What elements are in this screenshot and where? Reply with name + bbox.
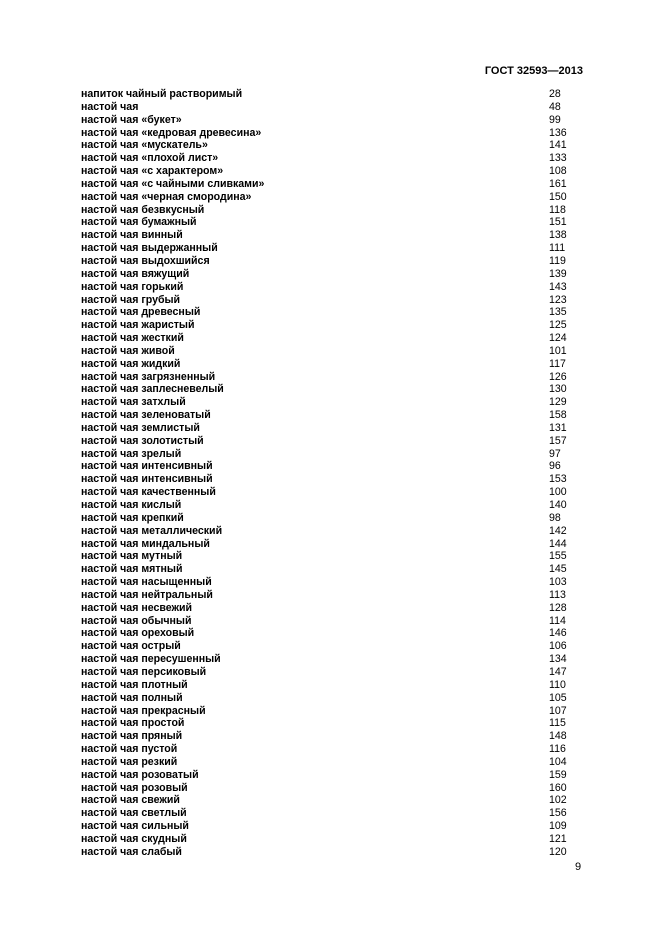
index-page-ref: 123 xyxy=(549,293,567,306)
index-term: настой чая жесткий xyxy=(81,332,184,345)
index-page-ref: 161 xyxy=(549,177,567,190)
index-page-ref: 130 xyxy=(549,383,567,396)
index-term: настой чая розоватый xyxy=(81,768,199,781)
index-entry xyxy=(81,692,581,705)
index-term: настой чая пересушенный xyxy=(81,653,221,666)
index-page-ref: 143 xyxy=(549,280,567,293)
index-page-ref: 111 xyxy=(549,242,566,255)
index-page-ref: 109 xyxy=(549,820,567,833)
index-term: настой чая пустой xyxy=(81,743,178,756)
index-entry xyxy=(81,525,581,538)
index-page-ref: 126 xyxy=(549,370,567,383)
index-entry xyxy=(81,345,581,358)
index-page-ref: 139 xyxy=(549,267,567,280)
index-entry xyxy=(81,178,581,191)
index-term: настой чая горький xyxy=(81,280,184,293)
index-entry xyxy=(81,191,581,204)
index-entry xyxy=(81,268,581,281)
index-term: настой чая полный xyxy=(81,691,183,704)
index-entry xyxy=(81,306,581,319)
index-entry xyxy=(81,127,581,140)
index-term: настой чая резкий xyxy=(81,755,178,768)
index-entry xyxy=(81,782,581,795)
index-entry xyxy=(81,550,581,563)
index-entry xyxy=(81,281,581,294)
index-entry xyxy=(81,229,581,242)
index-term: настой чая насыщенный xyxy=(81,576,212,589)
index-page-ref: 147 xyxy=(549,665,567,678)
index-entry xyxy=(81,769,581,782)
index-page-ref: 153 xyxy=(549,473,567,486)
index-term: настой чая выдохшийся xyxy=(81,254,210,267)
index-page-ref: 100 xyxy=(549,486,567,499)
index-term: настой чая винный xyxy=(81,229,183,242)
index-entry xyxy=(81,705,581,718)
index-page-ref: 142 xyxy=(549,524,567,537)
index-entry xyxy=(81,576,581,589)
index-entry xyxy=(81,589,581,602)
index-entry xyxy=(81,460,581,473)
index-entry xyxy=(81,409,581,422)
index-term: настой чая скудный xyxy=(81,832,187,845)
index-term: настой чая ореховый xyxy=(81,627,195,640)
index-term: настой чая интенсивный xyxy=(81,460,213,473)
index-entry xyxy=(81,332,581,345)
index-term: настой чая грубый xyxy=(81,293,181,306)
index-term: настой чая острый xyxy=(81,640,181,653)
index-page-ref: 116 xyxy=(549,743,566,756)
index-page-ref: 48 xyxy=(549,100,561,113)
index-page-ref: 141 xyxy=(549,139,567,152)
index-page-ref: 113 xyxy=(549,588,566,601)
index-page-ref: 140 xyxy=(549,499,567,511)
index-page-ref: 146 xyxy=(549,627,567,640)
index-term: настой чая «мускатель» xyxy=(81,139,208,152)
index-page-ref: 129 xyxy=(549,396,567,409)
index-term: настой чая «букет» xyxy=(81,113,182,126)
index-entry xyxy=(81,538,581,551)
index-page-ref: 105 xyxy=(549,691,567,704)
index-page-ref: 134 xyxy=(549,653,567,666)
index-page-ref: 158 xyxy=(549,409,567,422)
index-page-ref: 145 xyxy=(549,563,567,576)
index-term: настой чая «черная смородина» xyxy=(81,190,252,203)
index-entry xyxy=(81,294,581,307)
index-entry xyxy=(81,242,581,255)
index-entry xyxy=(81,204,581,217)
index-page-ref: 136 xyxy=(549,126,567,139)
index-page-ref: 119 xyxy=(549,254,566,267)
index-term: настой чая светлый xyxy=(81,807,187,820)
index-page-ref: 150 xyxy=(549,190,567,203)
index-page-ref: 104 xyxy=(549,755,567,768)
index-term: настой чая вяжущий xyxy=(81,267,190,280)
index-entry xyxy=(81,396,581,409)
index-entry xyxy=(81,794,581,807)
index-term: настой чая персиковый xyxy=(81,665,207,678)
index-term: настой чая слабый xyxy=(81,845,182,858)
index-entry xyxy=(81,101,581,114)
index-page-ref: 155 xyxy=(549,550,567,563)
index-page-ref: 114 xyxy=(549,614,566,627)
index-page-ref: 121 xyxy=(549,832,567,845)
index-entry xyxy=(81,512,581,525)
index-entry xyxy=(81,422,581,435)
index-entry xyxy=(81,216,581,229)
index-page-ref: 108 xyxy=(549,165,567,178)
index-entry xyxy=(81,139,581,152)
index-entry xyxy=(81,679,581,692)
index-entry xyxy=(81,743,581,756)
index-entry xyxy=(81,640,581,653)
index-page-ref: 138 xyxy=(549,229,567,242)
index-page-ref: 98 xyxy=(549,511,561,524)
index-term: настой чая сильный xyxy=(81,820,189,833)
index-entry xyxy=(81,756,581,769)
index-entry xyxy=(81,846,581,859)
index-page-ref: 117 xyxy=(549,357,566,370)
index-term: настой чая безвкусный xyxy=(81,203,205,216)
index-page-ref: 124 xyxy=(549,332,567,345)
index-entry xyxy=(81,717,581,730)
index-term: настой чая прекрасный xyxy=(81,704,206,717)
index-page-ref: 157 xyxy=(549,434,567,447)
index-term: настой чая xyxy=(81,100,139,113)
index-entry xyxy=(81,358,581,371)
index-page-ref: 120 xyxy=(549,845,567,858)
index-entry xyxy=(81,730,581,743)
index-entry xyxy=(81,666,581,679)
index-term: настой чая кислый xyxy=(81,499,182,511)
index-term: настой чая жаристый xyxy=(81,319,195,332)
index-page-ref: 159 xyxy=(549,768,567,781)
index-term: настой чая пряный xyxy=(81,730,183,743)
index-term: настой чая живой xyxy=(81,344,175,357)
index-term: настой чая мутный xyxy=(81,550,183,563)
index-entry xyxy=(81,435,581,448)
index-term: настой чая плотный xyxy=(81,678,188,691)
index-term: настой чая «кедровая древесина» xyxy=(81,126,262,139)
term-index-list xyxy=(81,88,581,859)
index-entry xyxy=(81,165,581,178)
index-term: настой чая «плохой лист» xyxy=(81,152,219,165)
index-entry xyxy=(81,499,581,512)
index-term: настой чая несвежий xyxy=(81,601,193,614)
index-page-ref: 96 xyxy=(549,460,561,473)
index-term: настой чая заплесневелый xyxy=(81,383,224,396)
index-term: напиток чайный растворимый xyxy=(81,88,243,100)
index-page-ref: 107 xyxy=(549,704,567,717)
index-entry xyxy=(81,615,581,628)
index-term: настой чая металлический xyxy=(81,524,223,537)
index-page-ref: 125 xyxy=(549,319,567,332)
index-term: настой чая выдержанный xyxy=(81,242,218,255)
index-page-ref: 156 xyxy=(549,807,567,820)
index-entry xyxy=(81,627,581,640)
index-page-ref: 160 xyxy=(549,781,567,794)
index-term: настой чая загрязненный xyxy=(81,370,216,383)
index-page-ref: 103 xyxy=(549,576,567,589)
index-page-ref: 106 xyxy=(549,640,567,653)
index-entry xyxy=(81,653,581,666)
index-term: настой чая золотистый xyxy=(81,434,204,447)
index-page-ref: 28 xyxy=(549,88,561,100)
document-header: ГОСТ 32593—2013 xyxy=(484,65,583,77)
index-entry xyxy=(81,88,581,101)
index-page-ref: 148 xyxy=(549,730,567,743)
index-entry xyxy=(81,383,581,396)
index-page-ref: 101 xyxy=(549,344,567,357)
index-term: настой чая зрелый xyxy=(81,447,182,460)
index-entry xyxy=(81,807,581,820)
index-term: настой чая розовый xyxy=(81,781,188,794)
index-entry xyxy=(81,448,581,461)
index-entry xyxy=(81,255,581,268)
index-page-ref: 102 xyxy=(549,794,567,807)
index-term: настой чая обычный xyxy=(81,614,192,627)
index-entry xyxy=(81,371,581,384)
index-entry xyxy=(81,602,581,615)
index-page-ref: 131 xyxy=(549,421,567,434)
index-term: настой чая жидкий xyxy=(81,357,181,370)
index-page-ref: 115 xyxy=(549,717,566,730)
index-term: настой чая интенсивный xyxy=(81,473,213,486)
index-page-ref: 135 xyxy=(549,306,567,319)
index-entry xyxy=(81,114,581,127)
index-entry xyxy=(81,563,581,576)
index-term: настой чая простой xyxy=(81,717,185,730)
index-term: настой чая зеленоватый xyxy=(81,409,211,422)
index-page-ref: 144 xyxy=(549,537,567,550)
index-page-ref: 110 xyxy=(549,678,566,691)
index-term: настой чая миндальный xyxy=(81,537,210,550)
index-entry xyxy=(81,152,581,165)
index-term: настой чая свежий xyxy=(81,794,180,807)
index-entry xyxy=(81,319,581,332)
index-term: настой чая качественный xyxy=(81,486,216,499)
index-page-ref: 128 xyxy=(549,601,567,614)
index-page-ref: 133 xyxy=(549,152,567,165)
index-entry xyxy=(81,833,581,846)
index-term: настой чая древесный xyxy=(81,306,201,319)
index-page-ref: 97 xyxy=(549,447,561,460)
index-page-ref: 118 xyxy=(549,203,566,216)
index-term: настой чая затхлый xyxy=(81,396,186,409)
index-term: настой чая крепкий xyxy=(81,511,184,524)
index-entry xyxy=(81,486,581,499)
index-entry xyxy=(81,473,581,486)
index-page-ref: 99 xyxy=(549,113,561,126)
index-term: настой чая землистый xyxy=(81,421,200,434)
index-term: настой чая «с характером» xyxy=(81,165,224,178)
index-page-ref: 151 xyxy=(549,216,567,229)
index-term: настой чая мятный xyxy=(81,563,183,576)
index-term: настой чая бумажный xyxy=(81,216,197,229)
index-term: настой чая «с чайными сливками» xyxy=(81,177,265,190)
page-number: 9 xyxy=(575,861,582,873)
index-term: настой чая нейтральный xyxy=(81,588,213,601)
index-entry xyxy=(81,820,581,833)
